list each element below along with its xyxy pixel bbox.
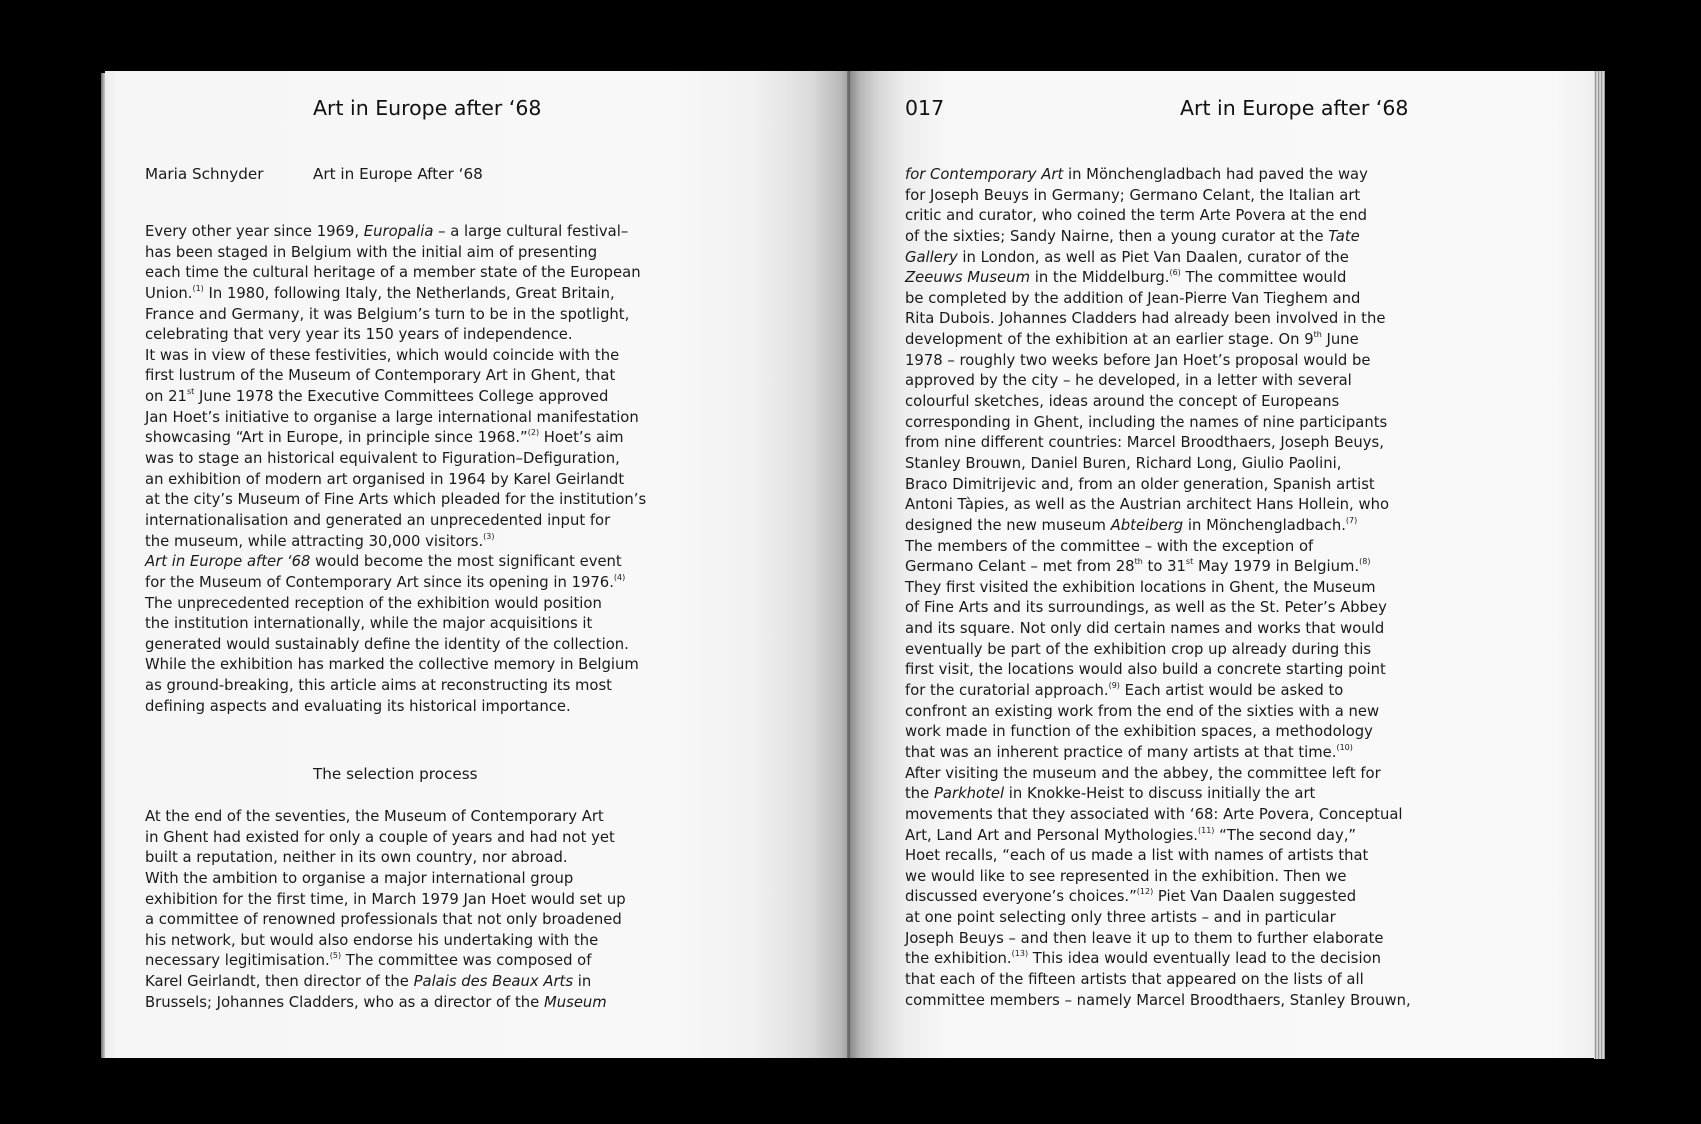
body-text-line: that was an inherent practice of many artists at that time.$^{(10)}$ [905,742,1353,761]
page-number: 017 [905,96,945,120]
body-text-line: each time the cultural heritage of a member state of the European [145,264,641,282]
body-text-line: celebrating that very year its 150 years of independence. [145,326,573,344]
body-text-line: Art in Europe after ‘68 would become the most significant event [145,553,622,571]
body-text-line: eventually be part of the exhibition crop up already during this [905,640,1372,658]
body-text-line: generated would sustainably define the identity of the collection. [145,635,629,653]
body-text-line: committee members – namely Marcel Broodthaers, Stanley Brouwn, [905,991,1411,1009]
body-text-line: internationalisation and generated an unprecedented input for [145,511,611,529]
running-header-left: Art in Europe after ‘68 [313,96,542,120]
body-text-line: confront an existing work from the end of the sixties with a new [905,702,1380,720]
body-text-line: The unprecedented reception of the exhibition would position [145,594,602,612]
body-text-line: on 21st June 1978 the Executive Committees College approved [145,387,609,406]
body-text-line: colourful sketches, ideas around the concept of Europeans [905,393,1340,411]
body-text-line: at one point selecting only three artists – and in particular [905,909,1336,927]
body-text-line: defining aspects and evaluating its historical importance. [145,697,571,715]
body-text-line: at the city’s Museum of Fine Arts which pleaded for the institution’s [145,491,647,509]
body-text-line: of the sixties; Sandy Nairne, then a young curator at the Tate [905,227,1360,245]
body-text-line: was to stage an historical equivalent to Figuration–Defiguration, [145,450,620,468]
right-page [850,71,1598,1058]
body-text-line: an exhibition of modern art organised in 1964 by Karel Geirlandt [145,470,625,488]
body-text-line: The members of the committee – with the exception of [905,537,1314,555]
body-text-line: Antoni Tàpies, as well as the Austrian architect Hans Hollein, who [905,496,1389,514]
body-text-line: Joseph Beuys – and then leave it up to them to further elaborate [905,929,1384,947]
body-text-line: critic and curator, who coined the term Arte Povera at the end [905,207,1367,225]
body-text-line: we would like to see represented in the exhibition. Then we [905,867,1347,885]
body-text-line: and its square. Not only did certain names and works that would [905,620,1385,638]
body-text-line: of Fine Arts and its surroundings, as well as the St. Peter’s Abbey [905,599,1387,617]
body-text-line: movements that they associated with ‘68: Arte Povera, Conceptual [905,805,1403,823]
body-text-line: Every other year since 1969, Europalia – a large cultural festival– [145,223,629,240]
body-text-line: a committee of renowned professionals that not only broadened [145,911,622,929]
body-text-line: Rita Dubois. Johannes Cladders had already been involved in the [905,310,1386,328]
body-text-line: the exhibition.$^{(13)}$ This idea would eventually lead to the decision [905,949,1382,968]
body-text-line: Karel Geirlandt, then director of the Palais des Beaux Arts in [145,973,592,991]
body-text-line: 1978 – roughly two weeks before Jan Hoet’s proposal would be [905,351,1371,369]
body-text-line: They first visited the exhibition locations in Ghent, the Museum [905,578,1376,596]
left-page [105,71,850,1058]
running-header-right: Art in Europe after ‘68 [1180,96,1409,120]
body-text-line: Jan Hoet’s initiative to organise a large international manifestation [145,408,639,426]
body-text-line: necessary legitimisation.$^{(5)}$ The committee was composed of [145,951,592,970]
body-text-line: designed the new museum Abteiberg in Mönchengladbach.$^{(7)}$ [905,515,1358,534]
body-text-line: It was in view of these festivities, which would coincide with the [145,346,620,364]
body-text-line: Brussels; Johannes Cladders, who as a director of the Museum [145,993,607,1011]
body-text-line: first lustrum of the Museum of Contemporary Art in Ghent, that [145,367,616,385]
body-text-line: With the ambition to organise a major international group [145,869,574,887]
section-subheading: The selection process [313,765,478,783]
body-text-line: for Joseph Beuys in Germany; Germano Celant, the Italian art [905,186,1361,204]
author-name: Maria Schnyder [145,165,264,183]
right-text-block [905,165,1411,1011]
body-text-line: the institution internationally, while the major acquisitions it [145,615,593,633]
body-text-line: in Ghent had existed for only a couple of years and had not yet [145,828,615,846]
body-text-line: work made in function of the exhibition spaces, a methodology [905,723,1373,741]
body-text-line: France and Germany, it was Belgium’s turn to be in the spotlight, [145,305,630,323]
body-text-line: that each of the fifteen artists that appeared on the lists of all [905,970,1364,988]
body-text-line: At the end of the seventies, the Museum of Contemporary Art [145,808,604,825]
body-text-line: Zeeuws Museum in the Middelburg.$^{(6)}$ The committee would [905,268,1347,287]
body-text-line: Union.$^{(1)}$ In 1980, following Italy, the Netherlands, Great Britain, [145,283,615,302]
body-text-line: Germano Celant – met from 28th to 31st May 1979 in Belgium.$^{(8)}$ [905,557,1371,576]
body-text-line: has been staged in Belgium with the initial aim of presenting [145,243,598,261]
body-text-line: exhibition for the first time, in March 1979 Jan Hoet would set up [145,890,626,908]
section-text-block [145,807,626,1013]
body-text-line: from nine different countries: Marcel Broodthaers, Joseph Beuys, [905,434,1384,452]
body-text-line: his network, but would also endorse his undertaking with the [145,931,599,949]
body-text-line: showcasing “Art in Europe, in principle since 1968.”$^{(2)}$ Hoet’s aim [145,428,624,447]
body-text-line: Braco Dimitrijevic and, from an older generation, Spanish artist [905,475,1375,493]
body-text-line: for the curatorial approach.$^{(9)}$ Each artist would be asked to [905,681,1344,700]
body-text-line: built a reputation, neither in its own country, nor abroad. [145,849,568,867]
body-text-line: for the Museum of Contemporary Art since its opening in 1976.$^{(4)}$ [145,572,626,591]
intro-text-block [145,222,646,717]
body-text-line: Gallery in London, as well as Piet Van Daalen, curator of the [905,248,1349,266]
body-text-line: Hoet recalls, “each of us made a list with names of artists that [905,847,1369,865]
book-spread [105,71,1598,1058]
body-text-line: first visit, the locations would also build a concrete starting point [905,661,1386,679]
body-text-line: the Parkhotel in Knokke-Heist to discuss initially the art [905,785,1316,803]
body-text-line: be completed by the addition of Jean-Pierre Van Tieghem and [905,289,1361,307]
body-text-line: approved by the city – he developed, in a letter with several [905,372,1352,390]
body-text-line: development of the exhibition at an earlier stage. On 9th June [905,330,1359,349]
body-text-line: While the exhibition has marked the collective memory in Belgium [145,656,639,674]
body-text-line: Art, Land Art and Personal Mythologies.$^{(11)}$ “The second day,” [905,825,1357,844]
body-text-line: discussed everyone’s choices.”$^{(12)}$ Piet Van Daalen suggested [905,887,1357,906]
body-text-line: as ground-breaking, this article aims at reconstructing its most [145,677,612,695]
body-text-line: the museum, while attracting 30,000 visitors.$^{(3)}$ [145,531,495,550]
body-text-line: for Contemporary Art in Mönchengladbach had paved the way [905,166,1368,183]
article-title: Art in Europe After ‘68 [313,165,483,183]
body-text-line: corresponding in Ghent, including the names of nine participants [905,413,1388,431]
body-text-line: After visiting the museum and the abbey, the committee left for [905,764,1381,782]
page-edge-right [1594,71,1605,1059]
body-text-line: Stanley Brouwn, Daniel Buren, Richard Long, Giulio Paolini, [905,454,1342,472]
